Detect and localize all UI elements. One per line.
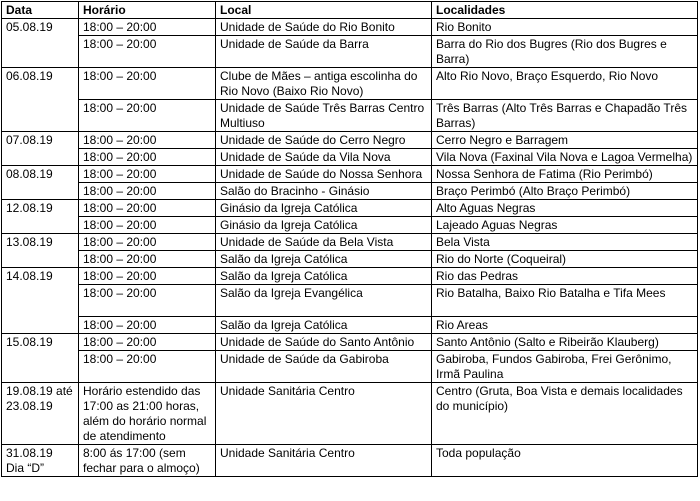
header-row (2, 2, 698, 19)
time-cell: 18:00 – 20:00 (79, 149, 216, 166)
localidades-cell: Alto Aguas Negras (432, 200, 698, 217)
local-cell: Salão da Igreja Evangélica (216, 285, 432, 317)
table-row (2, 383, 698, 445)
localidades-cell: Nossa Senhora de Fatima (Rio Perimbó) (432, 166, 698, 183)
time-cell: 18:00 – 20:00 (79, 251, 216, 268)
table-row (2, 234, 698, 251)
time-cell: 18:00 – 20:00 (79, 183, 216, 200)
table-row (2, 36, 698, 68)
date-cell: 06.08.19 (2, 68, 79, 132)
date-cell: 15.08.19 (2, 334, 79, 383)
local-cell: Salão da Igreja Católica (216, 251, 432, 268)
time-cell: 18:00 – 20:00 (79, 351, 216, 383)
time-cell: 18:00 – 20:00 (79, 132, 216, 149)
localidades-cell: Vila Nova (Faxinal Vila Nova e Lagoa Vermelha) (432, 149, 698, 166)
time-cell: 8:00 ás 17:00 (sem fechar para o almoço) (79, 445, 216, 477)
date-cell: 07.08.19 (2, 132, 79, 166)
localidades-cell: Barra do Rio dos Bugres (Rio dos Bugres e Barra) (432, 36, 698, 68)
local-cell: Unidade de Saúde do Rio Bonito (216, 19, 432, 36)
time-cell: 18:00 – 20:00 (79, 268, 216, 285)
localidades-cell: Centro (Gruta, Boa Vista e demais localidades do município) (432, 383, 698, 445)
local-cell: Unidade de Saúde Três Barras Centro Multiuso (216, 100, 432, 132)
table-row (2, 166, 698, 183)
localidades-cell: Bela Vista (432, 234, 698, 251)
date-cell: 19.08.19 até 23.08.19 (2, 383, 79, 445)
localidades-cell: Rio das Pedras (432, 268, 698, 285)
local-cell: Unidade de Saúde do Cerro Negro (216, 132, 432, 149)
time-cell: 18:00 – 20:00 (79, 334, 216, 351)
local-cell: Unidade de Saúde da Vila Nova (216, 149, 432, 166)
table-row (2, 19, 698, 36)
localidades-cell: Gabiroba, Fundos Gabiroba, Frei Gerônimo, Irmã Paulina (432, 351, 698, 383)
localidades-cell: Lajeado Aguas Negras (432, 217, 698, 234)
table-row (2, 351, 698, 383)
time-cell: 18:00 – 20:00 (79, 234, 216, 251)
date-cell: 31.08.19 Dia “D” (2, 445, 79, 477)
schedule-table (1, 1, 698, 477)
localidades-cell: Rio do Norte (Coqueiral) (432, 251, 698, 268)
localidades-cell: Cerro Negro e Barragem (432, 132, 698, 149)
localidades-cell: Rio Batalha, Baixo Rio Batalha e Tifa Mees (432, 285, 698, 317)
localidades-cell: Toda população (432, 445, 698, 477)
local-cell: Ginásio da Igreja Católica (216, 200, 432, 217)
time-cell: 18:00 – 20:00 (79, 100, 216, 132)
table-row (2, 200, 698, 217)
table-row (2, 132, 698, 149)
local-cell: Ginásio da Igreja Católica (216, 217, 432, 234)
table-row (2, 268, 698, 285)
date-cell: 12.08.19 (2, 200, 79, 234)
time-cell: 18:00 – 20:00 (79, 200, 216, 217)
local-cell: Unidade Sanitária Centro (216, 383, 432, 445)
time-cell: 18:00 – 20:00 (79, 68, 216, 100)
localidades-cell: Três Barras (Alto Três Barras e Chapadão Três Barras) (432, 100, 698, 132)
local-cell: Unidade de Saúde da Gabiroba (216, 351, 432, 383)
header-horario: Horário (79, 2, 216, 19)
local-cell: Salão do Bracinho - Ginásio (216, 183, 432, 200)
table-row (2, 100, 698, 132)
local-cell: Unidade de Saúde da Bela Vista (216, 234, 432, 251)
table-row (2, 217, 698, 234)
localidades-cell: Alto Rio Novo, Braço Esquerdo, Rio Novo (432, 68, 698, 100)
local-cell: Unidade de Saúde do Nossa Senhora (216, 166, 432, 183)
time-cell: 18:00 – 20:00 (79, 317, 216, 334)
localidades-cell: Santo Antônio (Salto e Ribeirão Klauberg) (432, 334, 698, 351)
table-row (2, 317, 698, 334)
time-cell: 18:00 – 20:00 (79, 19, 216, 36)
table-row (2, 334, 698, 351)
local-cell: Clube de Mães – antiga escolinha do Rio Novo (Baixo Rio Novo) (216, 68, 432, 100)
date-cell: 05.08.19 (2, 19, 79, 68)
time-cell: 18:00 – 20:00 (79, 166, 216, 183)
date-cell: 14.08.19 (2, 268, 79, 334)
time-cell: 18:00 – 20:00 (79, 217, 216, 234)
local-cell: Salão da Igreja Católica (216, 317, 432, 334)
local-cell: Unidade de Saúde do Santo Antônio (216, 334, 432, 351)
table-row (2, 285, 698, 317)
table-row (2, 68, 698, 100)
header-localidades: Localidades (432, 2, 698, 19)
local-cell: Unidade de Saúde da Barra (216, 36, 432, 68)
time-cell: 18:00 – 20:00 (79, 36, 216, 68)
table-row (2, 445, 698, 477)
local-cell: Salão da Igreja Católica (216, 268, 432, 285)
date-cell: 08.08.19 (2, 166, 79, 200)
header-local: Local (216, 2, 432, 19)
table-row (2, 251, 698, 268)
date-cell: 13.08.19 (2, 234, 79, 268)
localidades-cell: Braço Perimbó (Alto Braço Perimbó) (432, 183, 698, 200)
time-cell: Horário estendido das 17:00 as 21:00 horas, além do horário normal de atendimento (79, 383, 216, 445)
header-data: Data (2, 2, 79, 19)
table-row (2, 183, 698, 200)
local-cell: Unidade Sanitária Centro (216, 445, 432, 477)
table-row (2, 149, 698, 166)
localidades-cell: Rio Areas (432, 317, 698, 334)
time-cell: 18:00 – 20:00 (79, 285, 216, 317)
localidades-cell: Rio Bonito (432, 19, 698, 36)
